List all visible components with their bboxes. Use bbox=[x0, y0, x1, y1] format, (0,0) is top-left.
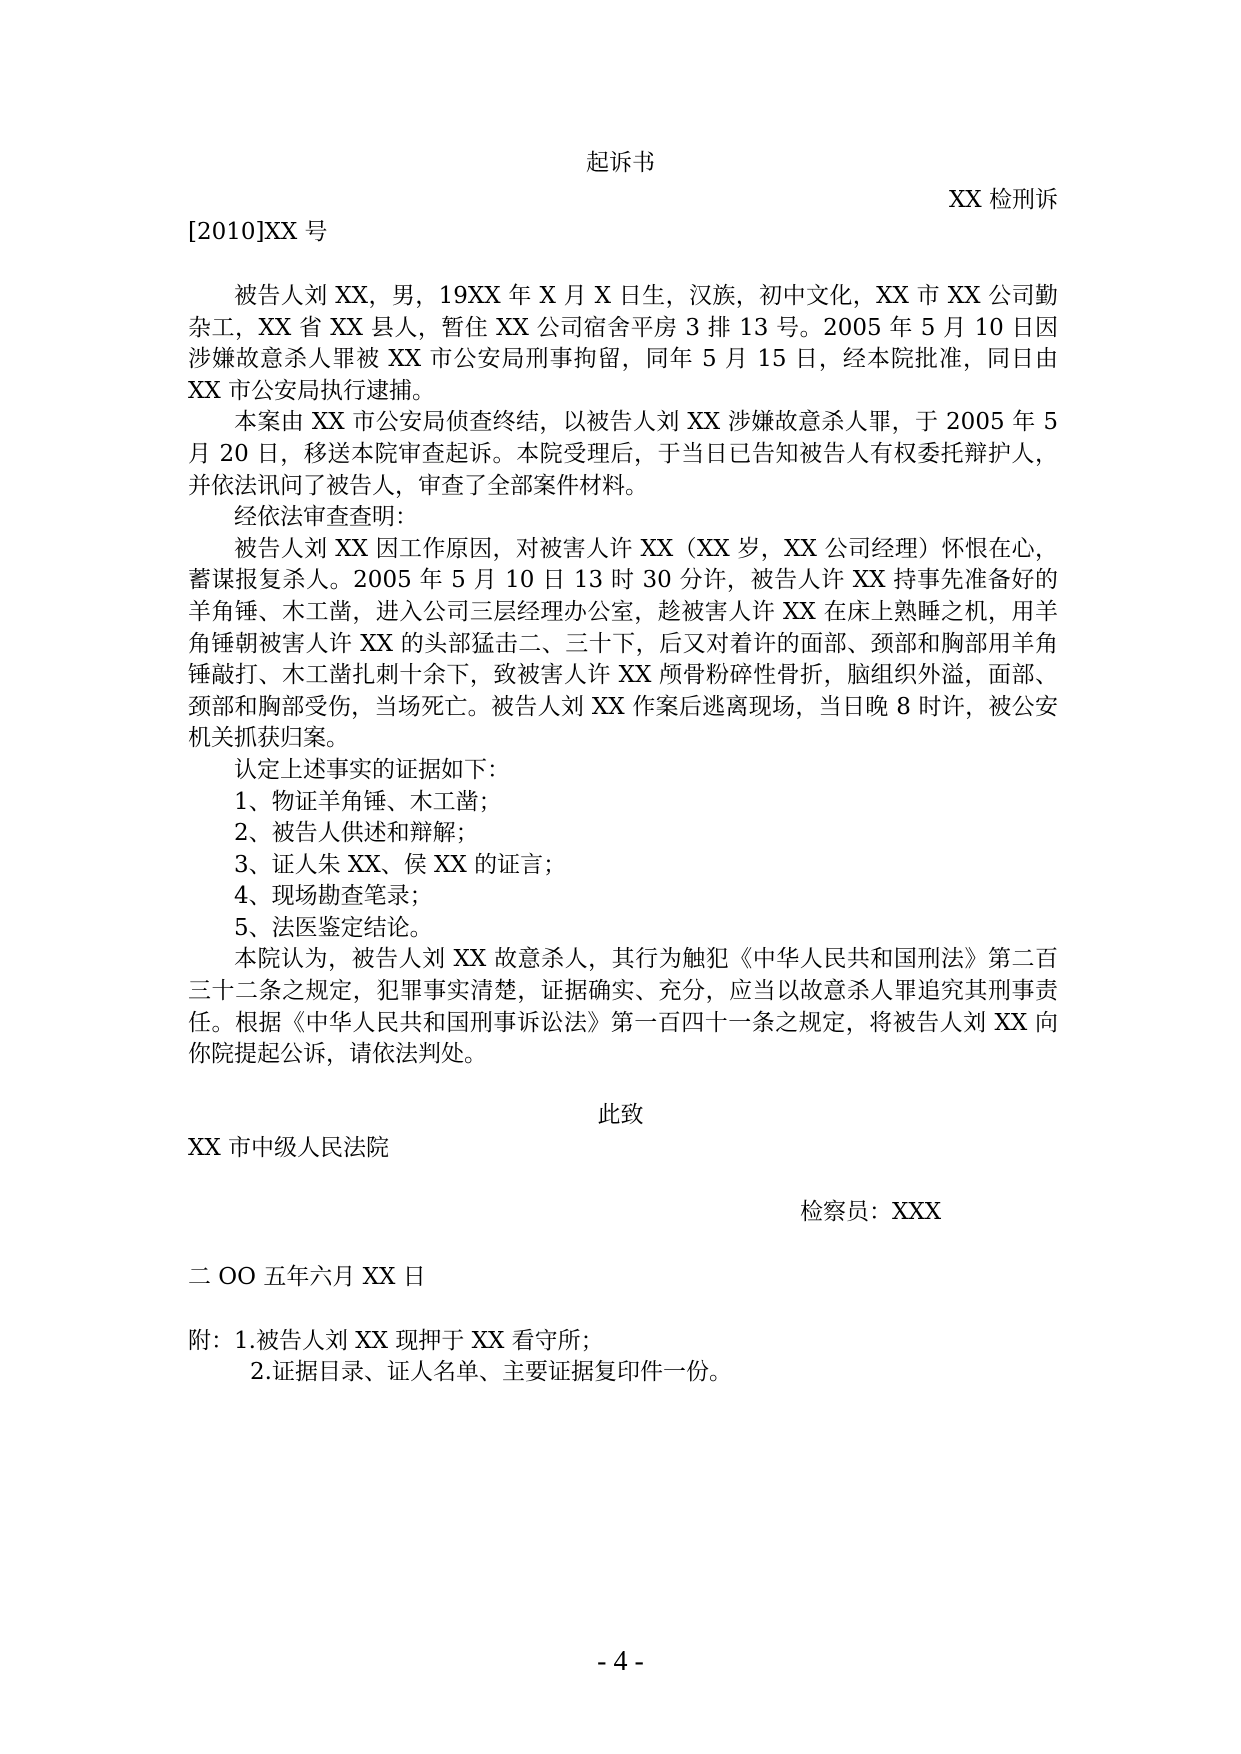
findings-heading: 经依法审查查明： bbox=[234, 504, 418, 531]
attachment-item: 2.证据目录、证人名单、主要证据复印件一份。 bbox=[250, 1359, 732, 1385]
evidence-item: 1、物证羊角锤、木工凿； bbox=[234, 788, 502, 815]
attachment-item: 附：1.被告人刘 XX 现押于 XX 看守所； bbox=[188, 1328, 604, 1354]
page-number: - 4 - bbox=[597, 1646, 644, 1677]
facts-paragraph: 被告人刘 XX 因工作原因，对被害人许 XX（XX 岁，XX 公司经理）怀恨在心，蓄谋报复杀人。2005 年 5 月 10 日 13 时 30 分许，被告人许 XX 持事先准备好的羊角锤、木工凿，进入公司三层经理办公室，趁被害人许 XX 在床上熟睡之机，用羊角锤朝被害人许 XX 的头部猛击二、三十下，后又对着许的面部、颈部和胸部用羊角锤敲打、木工凿扎刺十余下，致被害人许 XX 颅骨粉碎性骨折，脑组织外溢，面部、颈部和胸部受伤，当场死亡。被告人刘 XX 作案后逃离现场，当日晚 8 时许，被公安机关抓获归案。 bbox=[188, 535, 1058, 752]
document-title: 起诉书 bbox=[586, 150, 655, 176]
indictment-body bbox=[188, 281, 1058, 1071]
evidence-item: 3、证人朱 XX、侯 XX 的证言； bbox=[234, 851, 567, 878]
evidence-item: 5、法医鉴定结论。 bbox=[234, 914, 433, 941]
case-transfer-paragraph: 本案由 XX 市公安局侦查终结，以被告人刘 XX 涉嫌故意杀人罪，于 2005 年 5 月 20 日，移送本院审查起诉。本院受理后，于当日已告知被告人有权委托辩护人，并依法讯问了被告人，审查了全部案件材料。 bbox=[188, 409, 1058, 499]
addressee-court: XX 市中级人民法院 bbox=[188, 1135, 390, 1161]
case-number-suffix: [2010]XX 号 bbox=[188, 219, 328, 245]
evidence-item: 4、现场勘查笔录； bbox=[234, 883, 433, 910]
salutation: 此致 bbox=[597, 1102, 644, 1128]
attachments bbox=[188, 1326, 732, 1388]
prosecutor-signature: 检察员：XXX bbox=[800, 1199, 942, 1225]
case-number-prefix: XX 检刑诉 bbox=[948, 187, 1058, 213]
evidence-item: 2、被告人供述和辩解； bbox=[234, 820, 479, 847]
evidence-heading: 认定上述事实的证据如下： bbox=[234, 756, 510, 783]
defendant-info-paragraph: 被告人刘 XX，男，19XX 年 X 月 X 日生，汉族，初中文化，XX 市 XX 公司勤杂工，XX 省 XX 县人，暂住 XX 公司宿舍平房 3 排 13 号。2005 年 5 月 10 日因涉嫌故意杀人罪被 XX 市公安局刑事拘留，同年 5 月 15 日，经本院批准，同日由 XX 市公安局执行逮捕。 bbox=[188, 283, 1058, 404]
document-date: 二 OO 五年六月 XX 日 bbox=[188, 1264, 426, 1290]
conclusion-paragraph: 本院认为，被告人刘 XX 故意杀人，其行为触犯《中华人民共和国刑法》第二百三十二条之规定，犯罪事实清楚，证据确实、充分，应当以故意杀人罪追究其刑事责任。根据《中华人民共和国刑事诉讼法》第一百四十一条之规定，将被告人刘 XX 向你院提起公诉，请依法判处。 bbox=[188, 946, 1058, 1068]
